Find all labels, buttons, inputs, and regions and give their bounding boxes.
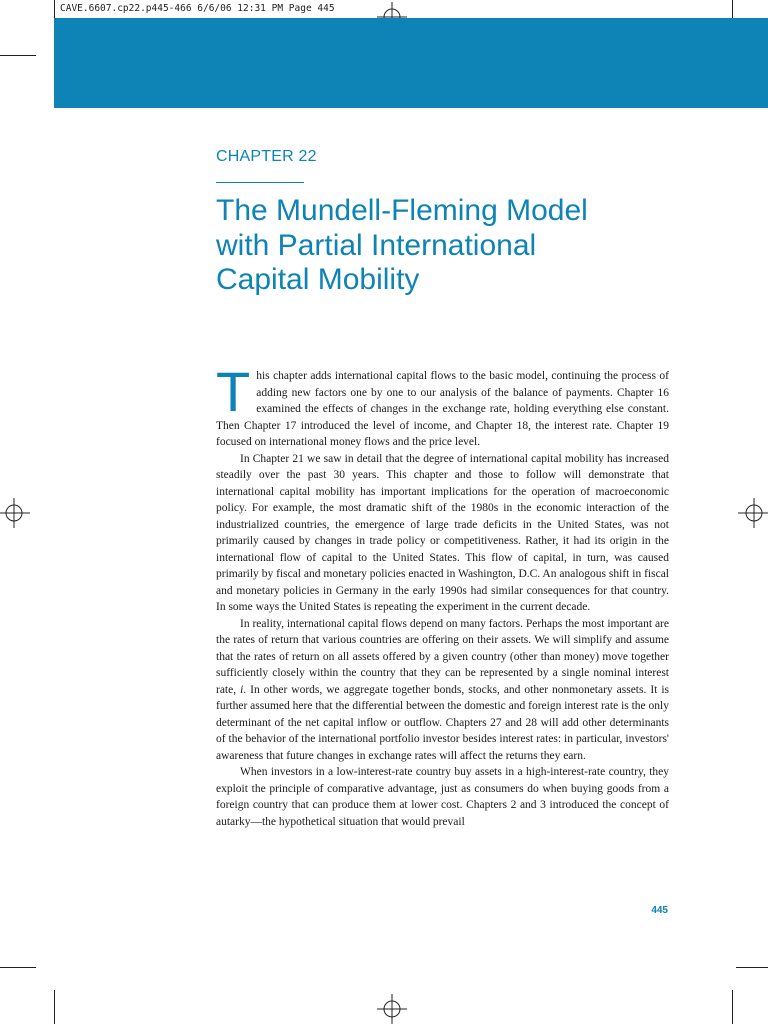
crop-mark-top-right-vertical bbox=[732, 0, 733, 18]
chapter-title-line: The Mundell-Fleming Model bbox=[216, 194, 588, 227]
chapter-title bbox=[216, 194, 686, 298]
page-number: 445 bbox=[651, 905, 668, 916]
crop-mark-bottom-right-vertical bbox=[732, 990, 733, 1024]
print-slug: CAVE.6607.cp22.p445-466 6/6/06 12:31 PM Page 445 bbox=[60, 3, 335, 14]
paragraph: In Chapter 21 we saw in detail that the degree of international capital mobility has increased steadily over the past 30 years. This chapter and those to follow will demonstrate that international capital mobility has important implications for the operation of macroeconomic policy. For example, the most dramatic shift of the 1980s in the economic interaction of the industrialized countries, the emergence of large trade deficits in the United States, was not primarily caused by changes in trade policy or competitiveness. Rather, it had its origin in the international flow of capital to the United States. This flow of capital, in turn, was caused primarily by fiscal and monetary policies enacted in Washington, D.C. An analogous shift in fiscal and monetary policies in Germany in the early 1990s had similar consequences for that country. In some ways the United States is repeating the experiment in the current decade. bbox=[216, 452, 669, 613]
crop-mark-bottom-right-horizontal bbox=[736, 967, 768, 968]
chapter-title-line: Capital Mobility bbox=[216, 263, 420, 296]
crop-mark-bottom-left-vertical bbox=[54, 990, 55, 1024]
crop-mark-bottom-left-horizontal bbox=[0, 967, 36, 968]
drop-cap: T bbox=[216, 360, 251, 423]
chapter-label: CHAPTER 22 bbox=[216, 148, 317, 165]
registration-mark-bottom-icon bbox=[376, 994, 408, 1024]
paragraph-text: his chapter adds international capital flows to the basic model, continuing the process of adding new factors one by one to our analysis of the balance of payments. Chapter 16 examined the effects of changes in the exchange rate, holding everything else constant. Then Chapter 17 introduced the level of income, and Chapter 18, the interest rate. Chapter 19 focused on international money flows and the price level. bbox=[216, 370, 669, 448]
crop-mark-top-left-vertical bbox=[54, 0, 55, 18]
interest-rate-symbol: i bbox=[240, 683, 244, 696]
paragraph-text: . In other words, we aggregate together bonds, stocks, and other nonmonetary assets. It is further assumed here that the differential between the domestic and foreign interest rate is the only determinant of the net capital inflow or outflow. Chapters 27 and 28 will add other determinants of the behavior of the international portfolio investor besides interest rates: in particular, investors' awareness that future changes in exchange rates will affect the returns they earn. bbox=[216, 683, 669, 762]
registration-mark-right-icon bbox=[738, 497, 768, 529]
chapter-rule bbox=[216, 182, 304, 183]
registration-mark-left-icon bbox=[0, 497, 30, 529]
paragraph: When investors in a low-interest-rate country buy assets in a high-interest-rate country, they exploit the principle of comparative advantage, just as consumers do when buying goods from a foreign country that can produce them at lower cost. Chapters 2 and 3 introduced the concept of autarky—the hypothetical situation that would prevail bbox=[216, 766, 669, 828]
crop-mark-top-left-horizontal bbox=[0, 55, 36, 56]
body-text bbox=[216, 360, 669, 830]
paragraph-text: In reality, international capital flows depend on many factors. Perhaps the most important are the rates of return that various countries are offering on their assets. We will simplify and assume that the rates of return on all assets offered by a given country (other than money) move together sufficiently closely within the country that they can be represented by a single nominal interest rate, bbox=[216, 617, 669, 696]
paragraph bbox=[216, 360, 669, 451]
header-banner bbox=[54, 18, 768, 108]
chapter-title-line: with Partial International bbox=[216, 228, 537, 262]
paragraph bbox=[216, 616, 669, 765]
